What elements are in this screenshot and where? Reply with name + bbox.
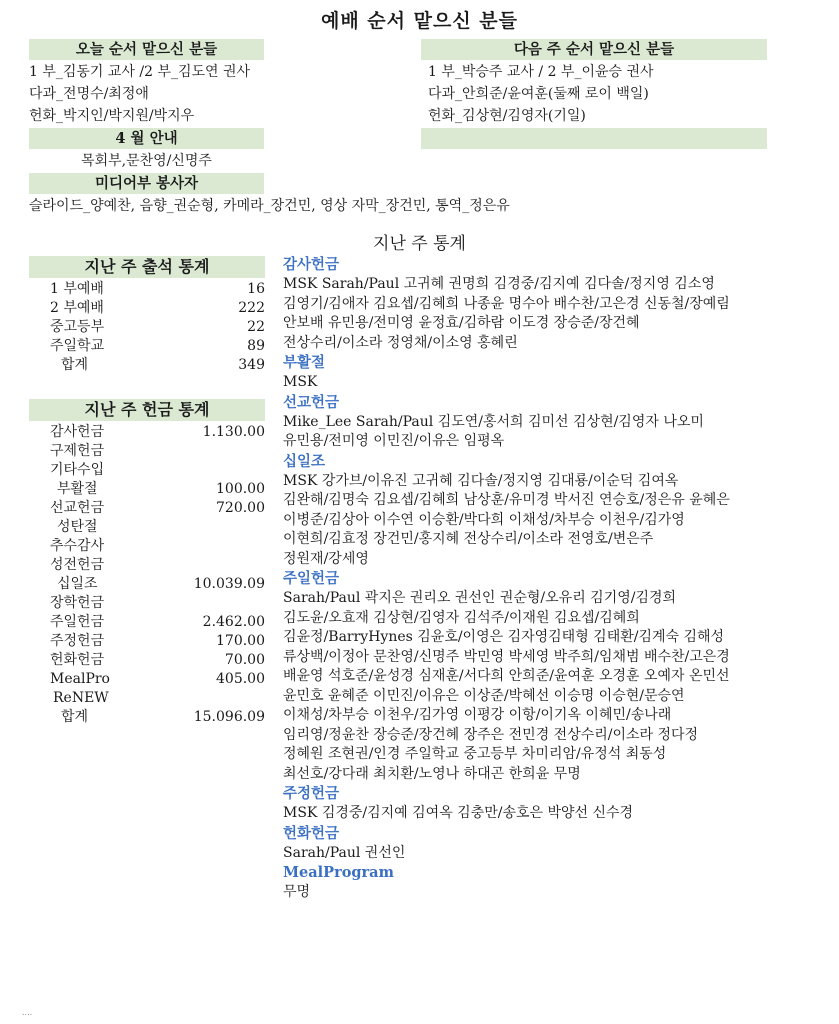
attendance-row [29,299,294,318]
offering-label: 추수감사 [50,538,105,554]
offering-row [29,670,294,689]
offering-value: 720.00 [216,500,265,516]
offering-row [29,442,294,461]
section-mealprogram [283,863,835,903]
attendance-label: 주일학교 [50,338,105,354]
offering-value: 1.130.00 [202,424,265,440]
offering-label: 헌화헌금 [50,652,105,668]
attendance-value: 89 [247,338,265,354]
attendance-total-label: 합계 [61,357,89,373]
section-thanksgiving [283,255,835,353]
offering-label: MealPro [50,671,110,687]
section-line: Sarah/Paul 권선인 [283,844,406,861]
section-line: Mike_Lee Sarah/Paul 김도연/홍서희 김미선 김상현/김영자 나오미 [283,413,704,430]
offering-total-value: 15.096.09 [193,709,265,725]
section-line: 최선호/강다래 최치환/노영나 하대곤 한희윤 무명 [283,765,581,782]
section-line: 배윤영 석호준/윤성경 심재훈/서다희 안희준/윤여훈 오경훈 오예자 온민선 [283,668,730,684]
offering-row [29,499,294,518]
section-line: 류상백/이정아 문찬영/신명주 박민영 박세영 박주희/임채범 배수찬/고은경 [283,648,730,665]
offering-row [29,651,294,670]
section-line: 김윤정/BarryHynes 김윤호/이영은 김자영김태형 김태환/김계숙 김해성 [283,629,725,645]
today-line-2: 다과_전명수/최정애 [29,86,149,102]
april-line: 목회부,문찬영/신명주 [81,153,212,169]
section-line: MSK 강가브/이유진 고귀혜 김다솔/정지영 김대룡/이순덕 김여옥 [283,472,679,489]
today-line-1: 1 부_김동기 교사 /2 부_김도연 권사 [29,64,251,80]
section-line: 안보배 유민용/전미영 윤정효/김하람 이도경 장승준/장건혜 [283,315,640,331]
attendance-row [29,337,294,356]
section-heading: 주정헌금 [283,785,340,802]
section-line: 김완해/김명숙 김요셉/김혜희 남상훈/유미경 박서진 연승호/정은유 윤혜은 [283,492,730,508]
section-designated [283,784,835,824]
offering-row [29,613,294,632]
offering-table [29,423,294,733]
section-flowers [283,824,835,864]
attendance-value: 222 [238,300,265,316]
footer-mark: .... [22,1008,33,1017]
section-easter [283,353,835,393]
offering-label: ReNEW [53,690,109,706]
attendance-table [29,280,294,380]
section-line: 정원재/강세영 [283,550,369,567]
attendance-header: 지난 주 출석 통계 [29,256,265,278]
offering-value: 2.462.00 [202,614,265,630]
section-heading: MealProgram [283,864,394,881]
section-line: 유민용/전미영 이민진/이유은 임평옥 [283,433,505,449]
offering-label: 성탄절 [57,519,98,535]
media-line: 슬라이드_양예찬, 음향_권순형, 카메라_장건민, 영상 자막_장건민, 통역_정은유 [29,198,510,214]
section-line: 이병준/김상아 이수연 이승환/박다희 이채성/차부승 이천우/김가영 [283,511,685,528]
offering-row [29,632,294,651]
attendance-label: 중고등부 [50,319,105,335]
offering-label: 선교헌금 [50,500,105,516]
attendance-value: 22 [247,319,265,335]
section-line: 윤민호 윤혜준 이민진/이유은 이상준/박혜선 이승명 이승현/문승연 [283,687,685,704]
attendance-label: 2 부예배 [50,300,104,316]
section-line: Sarah/Paul 곽지은 권리오 권선인 권순형/오유리 김기영/김경희 [283,590,677,606]
media-header: 미디어부 봉사자 [29,173,264,194]
offering-row [29,480,294,499]
offering-total-label: 합계 [61,709,89,725]
section-heading: 헌화헌금 [283,824,340,842]
offering-row [29,461,294,480]
next-line-1: 1 부_박승주 교사 / 2 부_이윤승 권사 [428,64,654,80]
attendance-row [29,318,294,337]
section-heading: 부활절 [283,354,326,371]
offering-label: 주일헌금 [50,614,105,630]
today-line-3: 헌화_박지인/박지원/박지우 [29,108,195,124]
next-line-2: 다과_안희준/윤여훈(둘째 로이 백일) [428,86,649,102]
page-title: 예배 순서 맡으신 분들 [320,10,519,32]
next-week-header: 다음 주 순서 맡으신 분들 [421,39,767,60]
offering-row [29,689,294,708]
offering-label: 십일조 [57,576,98,592]
offering-label: 구제헌금 [50,443,105,459]
april-header: 4 월 안내 [29,128,264,149]
section-mission [283,393,835,452]
section-line: 김도윤/오효재 김상현/김영자 김석주/이재원 김요셉/김혜희 [283,609,640,626]
offering-row [29,594,294,613]
today-header: 오늘 순서 맡으신 분들 [29,39,264,60]
attendance-value: 16 [247,281,265,297]
offering-label: 부활절 [57,481,98,497]
stats-title: 지난 주 통계 [373,234,466,254]
section-line: 무명 [283,884,311,900]
section-line: 김영기/김애자 김요셉/김혜희 나종윤 명수아 배수찬/고은경 신동철/장예림 [283,295,730,312]
offering-value: 70.00 [224,652,265,668]
offering-value: 100.00 [216,481,265,497]
attendance-label: 1 부예배 [50,281,104,297]
section-tithe [283,452,835,570]
offering-label: 성전헌금 [50,557,105,573]
next-line-3: 헌화_김상현/김영자(기일) [428,108,586,124]
section-line: MSK [283,374,318,390]
offering-label: 감사헌금 [50,424,105,440]
attendance-row [29,280,294,299]
offering-total-row [29,708,294,727]
attendance-total-value: 349 [238,357,265,373]
section-line: 전상수리/이소라 정영채/이소영 홍혜린 [283,334,518,351]
offering-header: 지난 주 헌금 통계 [29,399,265,421]
section-heading: 주일헌금 [283,570,340,587]
offering-value: 10.039.09 [193,576,265,592]
offering-row [29,575,294,594]
section-sunday [283,569,835,784]
offering-row [29,537,294,556]
section-line: 임리영/정윤찬 장승준/장건혜 장주은 전민경 전상수리/이소라 정다정 [283,726,699,743]
section-line: MSK 김경중/김지예 김여옥 김충만/송호은 박양선 신수경 [283,805,634,821]
offering-row [29,423,294,442]
attendance-total-row [29,356,294,375]
section-line: 이현희/김효정 장건민/홍지혜 전상수리/이소라 전영호/변은주 [283,531,654,547]
offering-row [29,518,294,537]
section-heading: 감사헌금 [283,256,340,273]
empty-green-bar [421,128,767,149]
section-line: 정혜원 조현권/인경 주일학교 중고등부 차미리암/유정석 최동성 [283,746,667,762]
offering-label: 주정헌금 [50,633,105,649]
section-line: MSK Sarah/Paul 고귀혜 권명희 김경중/김지예 김다솔/정지영 김소영 [283,276,715,292]
offering-label: 장학헌금 [50,595,105,611]
offering-row [29,556,294,575]
offering-value: 170.00 [216,633,265,649]
offering-label: 기타수입 [50,462,105,478]
section-heading: 십일조 [283,452,326,470]
donor-lists [283,255,835,903]
section-heading: 선교헌금 [283,393,340,411]
section-line: 이채성/차부승 이천우/김가영 이평강 이항/이기옥 이혜민/송나래 [283,707,672,723]
offering-value: 405.00 [216,671,265,687]
